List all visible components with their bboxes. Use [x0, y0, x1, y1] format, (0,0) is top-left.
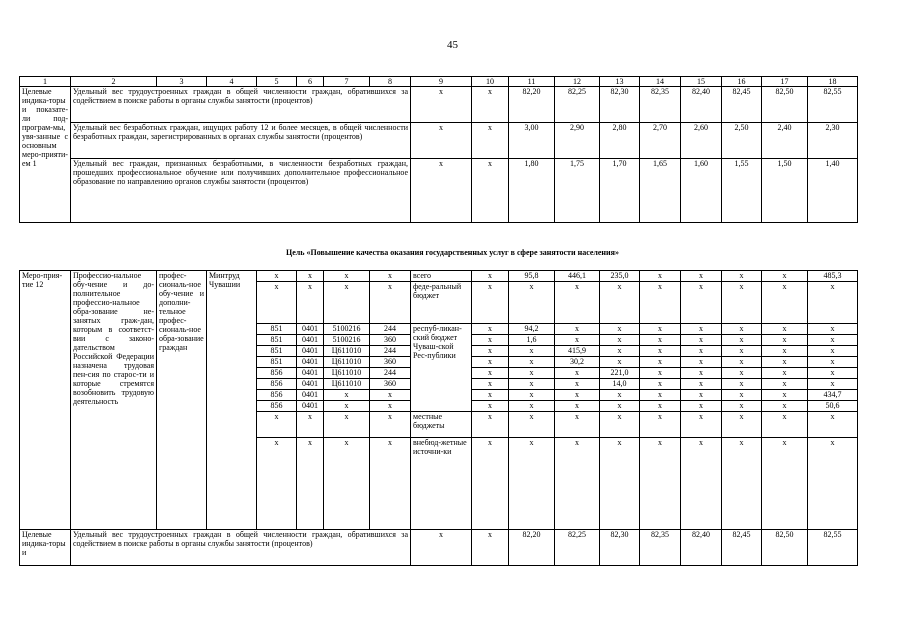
- table-cell: х: [472, 271, 509, 282]
- table-cell: х: [370, 401, 411, 412]
- value-cell: 1,60: [681, 159, 722, 223]
- event-number: Меро-прия-тие 12: [20, 271, 71, 530]
- column-header: 8: [370, 77, 411, 87]
- value-cell: 415,9: [555, 346, 600, 357]
- value-cell: х: [640, 438, 681, 530]
- value-cell: х: [762, 335, 808, 346]
- indicator-text: Удельный вес граждан, признанных безработными, в численности безработных граждан, прошедших профессиональное обучение или получивших дополнительное профессиональное образование по направлению органов службы занятости (процентов): [71, 159, 411, 223]
- column-header: 15: [681, 77, 722, 87]
- value-cell: 446,1: [555, 271, 600, 282]
- value-cell: х: [681, 335, 722, 346]
- column-header: 4: [207, 77, 257, 87]
- table-row: [20, 159, 858, 223]
- table-cell: х: [411, 530, 472, 566]
- value-cell: 2,30: [808, 123, 858, 159]
- column-header: 9: [411, 77, 472, 87]
- value-cell: х: [600, 357, 640, 368]
- table-cell: х: [297, 438, 324, 530]
- value-cell: 2,90: [555, 123, 600, 159]
- value-cell: 82,40: [681, 530, 722, 566]
- funding-source: респуб-ликан-ский бюджет Чуваш-ской Рес-публики: [411, 324, 472, 412]
- value-cell: 434,7: [808, 390, 858, 401]
- column-header: 7: [324, 77, 370, 87]
- table-cell: х: [324, 412, 370, 438]
- column-header: 11: [509, 77, 555, 87]
- value-cell: 30,2: [555, 357, 600, 368]
- value-cell: х: [762, 438, 808, 530]
- value-cell: 94,2: [509, 324, 555, 335]
- responsible-executor: Минтруд Чувашии: [207, 271, 257, 530]
- value-cell: х: [762, 401, 808, 412]
- table-cell: Ц611010: [324, 357, 370, 368]
- value-cell: х: [555, 401, 600, 412]
- table-cell: х: [472, 335, 509, 346]
- value-cell: 82,30: [600, 87, 640, 123]
- value-cell: 82,20: [509, 87, 555, 123]
- value-cell: х: [808, 438, 858, 530]
- value-cell: х: [722, 271, 762, 282]
- table-cell: 0401: [297, 324, 324, 335]
- table-cell: х: [370, 282, 411, 324]
- table-cell: х: [472, 530, 509, 566]
- value-cell: 82,40: [681, 87, 722, 123]
- value-cell: х: [640, 368, 681, 379]
- value-cell: х: [722, 412, 762, 438]
- value-cell: х: [509, 401, 555, 412]
- table-cell: 244: [370, 346, 411, 357]
- table-cell: х: [411, 87, 472, 123]
- value-cell: х: [722, 390, 762, 401]
- value-cell: х: [808, 346, 858, 357]
- table-cell: х: [257, 271, 297, 282]
- top-indicators: [20, 87, 858, 223]
- table-cell: х: [472, 401, 509, 412]
- value-cell: х: [762, 412, 808, 438]
- value-cell: х: [762, 379, 808, 390]
- value-cell: 82,35: [640, 87, 681, 123]
- value-cell: х: [640, 346, 681, 357]
- value-cell: х: [681, 390, 722, 401]
- table-row: [20, 271, 858, 282]
- table-cell: х: [472, 346, 509, 357]
- table-cell: х: [472, 412, 509, 438]
- column-header: 1: [20, 77, 71, 87]
- table-cell: х: [324, 438, 370, 530]
- value-cell: х: [509, 282, 555, 324]
- table-cell: 0401: [297, 335, 324, 346]
- value-cell: х: [808, 335, 858, 346]
- value-cell: 82,55: [808, 530, 858, 566]
- table-cell: 851: [257, 324, 297, 335]
- value-cell: х: [808, 282, 858, 324]
- value-cell: х: [509, 368, 555, 379]
- value-cell: 235,0: [600, 271, 640, 282]
- value-cell: х: [509, 438, 555, 530]
- value-cell: х: [681, 346, 722, 357]
- value-cell: 1,80: [509, 159, 555, 223]
- value-cell: х: [600, 324, 640, 335]
- value-cell: х: [640, 390, 681, 401]
- funding-source: внебюд-жетные источни-ки: [411, 438, 472, 530]
- value-cell: х: [762, 390, 808, 401]
- table-cell: х: [411, 123, 472, 159]
- value-cell: 82,50: [762, 530, 808, 566]
- table-cell: 360: [370, 379, 411, 390]
- value-cell: х: [509, 357, 555, 368]
- table-cell: х: [472, 123, 509, 159]
- indicator-text: Удельный вес трудоустроенных граждан в общей численности граждан, обратившихся за содействием в поиске работы в органы службы занятости (процентов): [71, 87, 411, 123]
- value-cell: 82,25: [555, 87, 600, 123]
- funding-source: феде-ральный бюджет: [411, 282, 472, 324]
- value-cell: х: [600, 346, 640, 357]
- table-cell: х: [472, 357, 509, 368]
- value-cell: х: [640, 379, 681, 390]
- value-cell: х: [681, 438, 722, 530]
- value-cell: 1,65: [640, 159, 681, 223]
- table-cell: х: [297, 271, 324, 282]
- value-cell: 82,55: [808, 87, 858, 123]
- value-cell: 1,75: [555, 159, 600, 223]
- value-cell: х: [681, 412, 722, 438]
- table-cell: х: [472, 390, 509, 401]
- value-cell: 1,50: [762, 159, 808, 223]
- value-cell: х: [722, 357, 762, 368]
- value-cell: х: [722, 379, 762, 390]
- value-cell: х: [808, 379, 858, 390]
- table-cell: 0401: [297, 401, 324, 412]
- table-cell: х: [472, 324, 509, 335]
- value-cell: х: [509, 379, 555, 390]
- value-cell: х: [555, 324, 600, 335]
- value-cell: 221,0: [600, 368, 640, 379]
- value-cell: х: [640, 324, 681, 335]
- value-cell: х: [555, 379, 600, 390]
- value-cell: х: [762, 282, 808, 324]
- table-cell: х: [257, 282, 297, 324]
- funding-source: всего: [411, 271, 472, 282]
- value-cell: х: [600, 282, 640, 324]
- table-cell: 5100216: [324, 324, 370, 335]
- value-cell: х: [808, 368, 858, 379]
- table-cell: 244: [370, 324, 411, 335]
- value-cell: х: [509, 390, 555, 401]
- table-cell: х: [411, 159, 472, 223]
- column-header: 12: [555, 77, 600, 87]
- value-cell: 82,35: [640, 530, 681, 566]
- value-cell: 82,50: [762, 87, 808, 123]
- value-cell: 2,50: [722, 123, 762, 159]
- table-cell: х: [324, 271, 370, 282]
- table-cell: 0401: [297, 346, 324, 357]
- value-cell: х: [681, 271, 722, 282]
- table-cell: 0401: [297, 357, 324, 368]
- indicators-table: [19, 76, 858, 223]
- table-cell: Ц611010: [324, 379, 370, 390]
- value-cell: х: [640, 282, 681, 324]
- table-cell: х: [257, 438, 297, 530]
- column-header: 16: [722, 77, 762, 87]
- table-cell: х: [472, 438, 509, 530]
- value-cell: 1,55: [722, 159, 762, 223]
- value-cell: х: [681, 357, 722, 368]
- value-cell: х: [509, 346, 555, 357]
- value-cell: 2,40: [762, 123, 808, 159]
- value-cell: 2,80: [600, 123, 640, 159]
- column-header: 2: [71, 77, 157, 87]
- table-cell: х: [472, 87, 509, 123]
- table-cell: х: [297, 282, 324, 324]
- table-cell: 5100216: [324, 335, 370, 346]
- table-cell: 360: [370, 335, 411, 346]
- table-cell: х: [324, 390, 370, 401]
- value-cell: х: [640, 271, 681, 282]
- value-cell: х: [722, 401, 762, 412]
- table-cell: 0401: [297, 390, 324, 401]
- value-cell: х: [600, 390, 640, 401]
- column-header: 17: [762, 77, 808, 87]
- bottom-indicators: [20, 530, 858, 566]
- table-cell: х: [370, 438, 411, 530]
- value-cell: х: [762, 368, 808, 379]
- table-cell: х: [472, 282, 509, 324]
- value-cell: х: [681, 324, 722, 335]
- table-row: [20, 123, 858, 159]
- indicator-group-label: Целевые индика-торы и показате-ли под-програм-мы, увя-занные с основным меро-прияти-ем 1: [20, 87, 71, 223]
- value-cell: х: [722, 368, 762, 379]
- value-cell: 2,70: [640, 123, 681, 159]
- table-cell: 851: [257, 335, 297, 346]
- value-cell: х: [640, 401, 681, 412]
- value-cell: х: [640, 357, 681, 368]
- table-cell: 360: [370, 357, 411, 368]
- value-cell: х: [762, 324, 808, 335]
- table-cell: 851: [257, 346, 297, 357]
- event-rows: [20, 271, 858, 530]
- value-cell: х: [762, 271, 808, 282]
- goal-heading: Цель «Повышение качества оказания государственных услуг в сфере занятости населения»: [286, 248, 619, 257]
- value-cell: х: [555, 368, 600, 379]
- value-cell: 82,25: [555, 530, 600, 566]
- table-cell: х: [472, 159, 509, 223]
- event-name: Профессио-нальное обу-чение и до-полнительное профессио-нальное обра-зование не-занятых граж-дан, которым в соответст-вии с законо-дательством Российской Федерации назначена трудовая пен-сия по старос-ти и которые стремятся возобновить трудовую деятельность: [71, 271, 157, 530]
- table-cell: 856: [257, 379, 297, 390]
- table-cell: х: [472, 368, 509, 379]
- value-cell: х: [555, 390, 600, 401]
- indicator-text: Удельный вес трудоустроенных граждан в общей численности граждан, обратившихся за содействием в поиске работы в органы службы занятости (процентов): [71, 530, 411, 566]
- value-cell: х: [640, 412, 681, 438]
- value-cell: 1,40: [808, 159, 858, 223]
- value-cell: х: [722, 324, 762, 335]
- column-header: 18: [808, 77, 858, 87]
- value-cell: 50,6: [808, 401, 858, 412]
- value-cell: х: [762, 346, 808, 357]
- value-cell: х: [808, 357, 858, 368]
- value-cell: 14,0: [600, 379, 640, 390]
- table-cell: х: [370, 271, 411, 282]
- table-cell: 244: [370, 368, 411, 379]
- value-cell: 95,8: [509, 271, 555, 282]
- value-cell: 82,20: [509, 530, 555, 566]
- value-cell: х: [600, 412, 640, 438]
- value-cell: 1,70: [600, 159, 640, 223]
- value-cell: х: [555, 412, 600, 438]
- table-cell: Ц611010: [324, 346, 370, 357]
- value-cell: х: [681, 401, 722, 412]
- table-cell: 0401: [297, 368, 324, 379]
- table-row: [20, 87, 858, 123]
- table-cell: 851: [257, 357, 297, 368]
- column-header: 3: [157, 77, 207, 87]
- value-cell: х: [555, 438, 600, 530]
- table-cell: 0401: [297, 379, 324, 390]
- table-cell: х: [472, 379, 509, 390]
- column-header: 6: [297, 77, 324, 87]
- value-cell: х: [681, 368, 722, 379]
- funding-source: местные бюджеты: [411, 412, 472, 438]
- table-cell: 856: [257, 401, 297, 412]
- value-cell: 485,3: [808, 271, 858, 282]
- value-cell: х: [722, 282, 762, 324]
- column-header: 5: [257, 77, 297, 87]
- value-cell: х: [722, 335, 762, 346]
- value-cell: 82,30: [600, 530, 640, 566]
- value-cell: х: [600, 401, 640, 412]
- table-cell: 856: [257, 390, 297, 401]
- table-row: [20, 530, 858, 566]
- value-cell: 82,45: [722, 87, 762, 123]
- table-cell: х: [370, 390, 411, 401]
- table-cell: Ц611010: [324, 368, 370, 379]
- indicator-group-label: Целевые индика-торы и: [20, 530, 71, 566]
- table-cell: 856: [257, 368, 297, 379]
- table-cell: х: [324, 401, 370, 412]
- value-cell: х: [681, 282, 722, 324]
- value-cell: х: [722, 346, 762, 357]
- table-cell: х: [257, 412, 297, 438]
- column-header: 10: [472, 77, 509, 87]
- value-cell: х: [681, 379, 722, 390]
- value-cell: х: [600, 335, 640, 346]
- page-number: 45: [447, 39, 458, 51]
- indicator-text: Удельный вес безработных граждан, ищущих работу 12 и более месяцев, в общей численности безработных граждан, зарегистрированных в органах службы занятости (процентов): [71, 123, 411, 159]
- value-cell: 2,60: [681, 123, 722, 159]
- value-cell: 1,6: [509, 335, 555, 346]
- value-cell: х: [640, 335, 681, 346]
- header-row: [20, 77, 858, 87]
- value-cell: 82,45: [722, 530, 762, 566]
- value-cell: х: [509, 412, 555, 438]
- value-cell: 3,00: [509, 123, 555, 159]
- value-cell: х: [600, 438, 640, 530]
- event-purpose: профес-сиональ-ное обу-чение и дополни-тельное профес-сиональ-ное обра-зование граждан: [157, 271, 207, 530]
- column-header: 13: [600, 77, 640, 87]
- table-cell: х: [370, 412, 411, 438]
- table-row: [20, 77, 858, 87]
- table-cell: х: [297, 412, 324, 438]
- event-table: [19, 270, 858, 566]
- value-cell: х: [808, 412, 858, 438]
- value-cell: х: [555, 282, 600, 324]
- column-header: 14: [640, 77, 681, 87]
- table-cell: х: [324, 282, 370, 324]
- value-cell: х: [555, 335, 600, 346]
- value-cell: х: [762, 357, 808, 368]
- value-cell: х: [722, 438, 762, 530]
- value-cell: х: [808, 324, 858, 335]
